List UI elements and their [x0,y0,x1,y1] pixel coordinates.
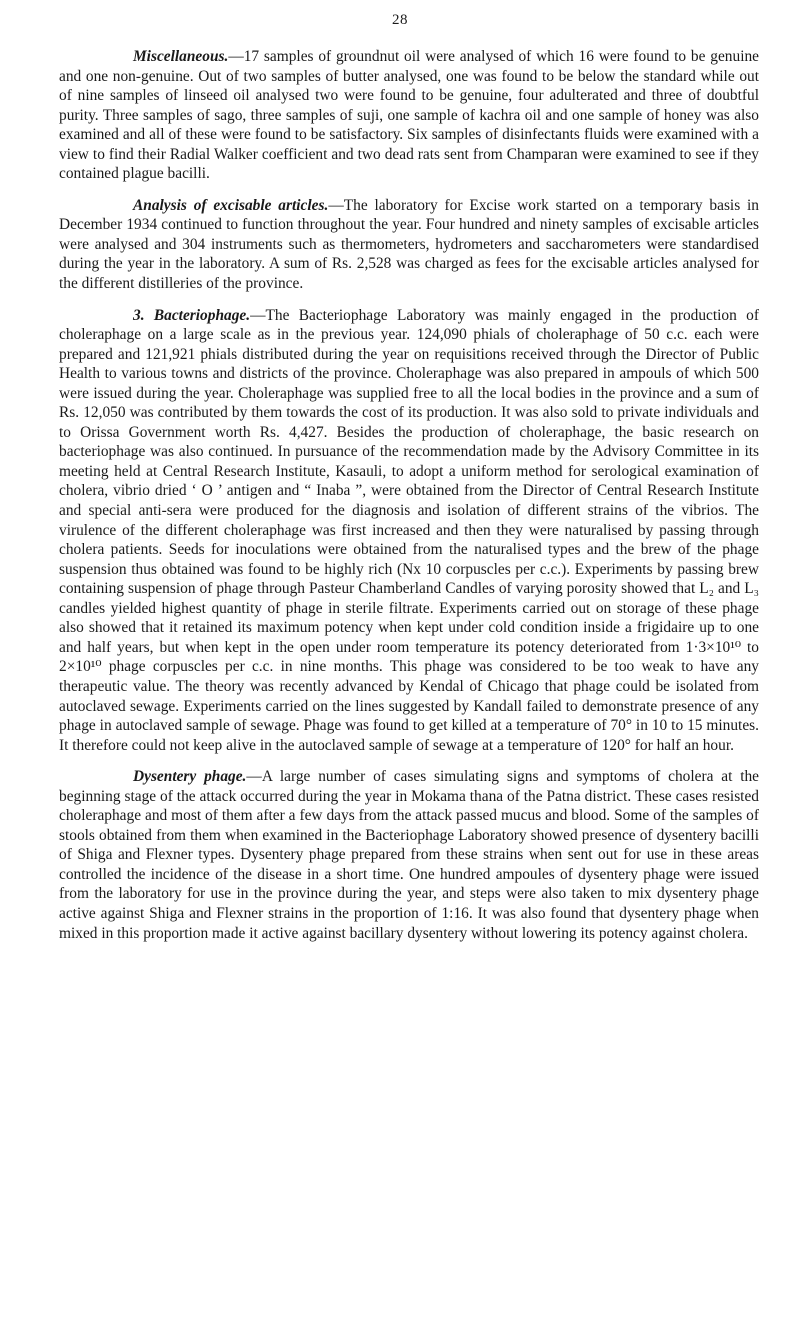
paragraph-heading: Analysis of excisable articles. [133,196,329,214]
paragraph-excisable-articles [59,196,759,294]
paragraph-heading: 3. Bacteriophage. [133,306,251,324]
document-body [59,47,759,943]
paragraph-heading: Dysentery phage. [133,768,247,786]
paragraph-text: —A large number of cases simulating signs and symptoms of cholera at the beginning stage of the attack occurred during the year in Mokama thana of the Patna district. These cases resisted choleraphage and most of them after a few days from the attack passed mucus and blood. Some of the samples of stools obtained from them when examined in the Bacteriophage Laboratory showed presence of dysentery bacilli of Shiga and Flexner types. Dysentery phage prepared from these strains when sent out for use in these areas controlled the incidence of the disease in a short time. One hundred ampoules of dysentery phage were issued from the laboratory for use in the province during the year, and steps were also taken to mix dysentery phage active against Shiga and Flexner strains in the proportion of 1:16. It was also found that dysentery phage when mixed in this proportion made it active against bacillary dysentery without lowering its potency against cholera. [59,768,759,942]
paragraph-dysentery-phage [59,767,759,943]
paragraph-bacteriophage [59,306,759,756]
paragraph-text: —17 samples of groundnut oil were analysed of which 16 were found to be genuine and one non-genuine. Out of two samples of butter analysed, one was found to be below the standard while out of nine samples of linseed oil analysed two were found to be genuine, four adulterated and three of doubtful purity. Three samples of sago, three samples of suji, one sample of kachra oil and one sample of honey was also examined and all of these were found to be satisfactory. Six samples of disinfectants fluids were examined with a view to find their Radial Walker coefficient and two dead rats sent from Champaran were examined to see if they contained plague bacilli. [59,48,759,183]
paragraph-text: —The laboratory for Excise work started on a temporary basis in December 1934 continued to function throughout the year. Four hundred and ninety samples of excisable articles were analysed and 304 instruments such as thermometers, hydrometers and saccharometers were standardised during the year in the laboratory. A sum of Rs. 2,528 was charged as fees for the excisable articles analysed for the different distilleries of the province. [59,196,759,293]
paragraph-heading: Miscellaneous. [133,48,229,65]
paragraph-miscellaneous [59,47,759,184]
paragraph-text: —The Bacteriophage Laboratory was mainly engaged in the production of choleraphage on a large scale as in the previous year. 124,090 phials of choleraphage of 50 c.c. each were prepared and 121,921 phials distributed during the year on requisitions received through the Director of Public Health to various towns and districts of the province. Choleraphage was also prepared in ampouls of which 500 were issued during the year. Choleraphage was supplied free to all the local bodies in the province and a sum of Rs. 12,050 was contributed by them towards the cost of its production. It was also sold to private individuals and to Orissa Government worth Rs. 4,427. Besides the production of choleraphage, the basic research on bacteriophage was also continued. In pursuance of the recommendation made by the Advisory Committee in its meeting held at Central Research Institute, Kasauli, to adopt a uniform method for serological examination of cholera, vibrio dried ‘ O ’ antigen and “ Inaba ”, were obtained from the Director of Central Research Institute and special anti-sera were produced for the diagnosis and isolation of different strains of the vibrios. The virulence of the different choleraphage was first increased and then they were naturalised by passing through cholera patients. Seeds for inoculations were obtained from the naturalised types and the brew of the phage suspension thus obtained was found to be highly rich (Nx 10 corpuscles per c.c.). Experiments by passing brew containing suspension of phage through Pasteur Chamberland Candles of varying porosity showed that L₂ and L₃ candles yielded highest quantity of phage in sterile filtrate. Experiments carried out on storage of these phage also showed that it retained its maximum potency when kept under cold condition inside a frigidaire up to one and half years, but when kept in the open under room temperature its potency deteriorated from 1·3×10¹⁰ to 2×10¹⁰ phage corpuscles per c.c. in nine months. This phage was considered to be too weak to have any therapeutic value. The theory was recently advanced by Kendal of Chicago that phage could be isolated from autoclaved sewage. Experiments carried on the lines suggested by Kandall failed to demonstrate presence of any phage in autoclaved sample of sewage. Phage was found to get killed at a temperature of 70° in 10 to 15 minutes. It therefore could not keep alive in the autoclaved sample of sewage at a temperature of 120° for half an hour. [59,306,759,754]
page-number: 28 [392,12,408,28]
